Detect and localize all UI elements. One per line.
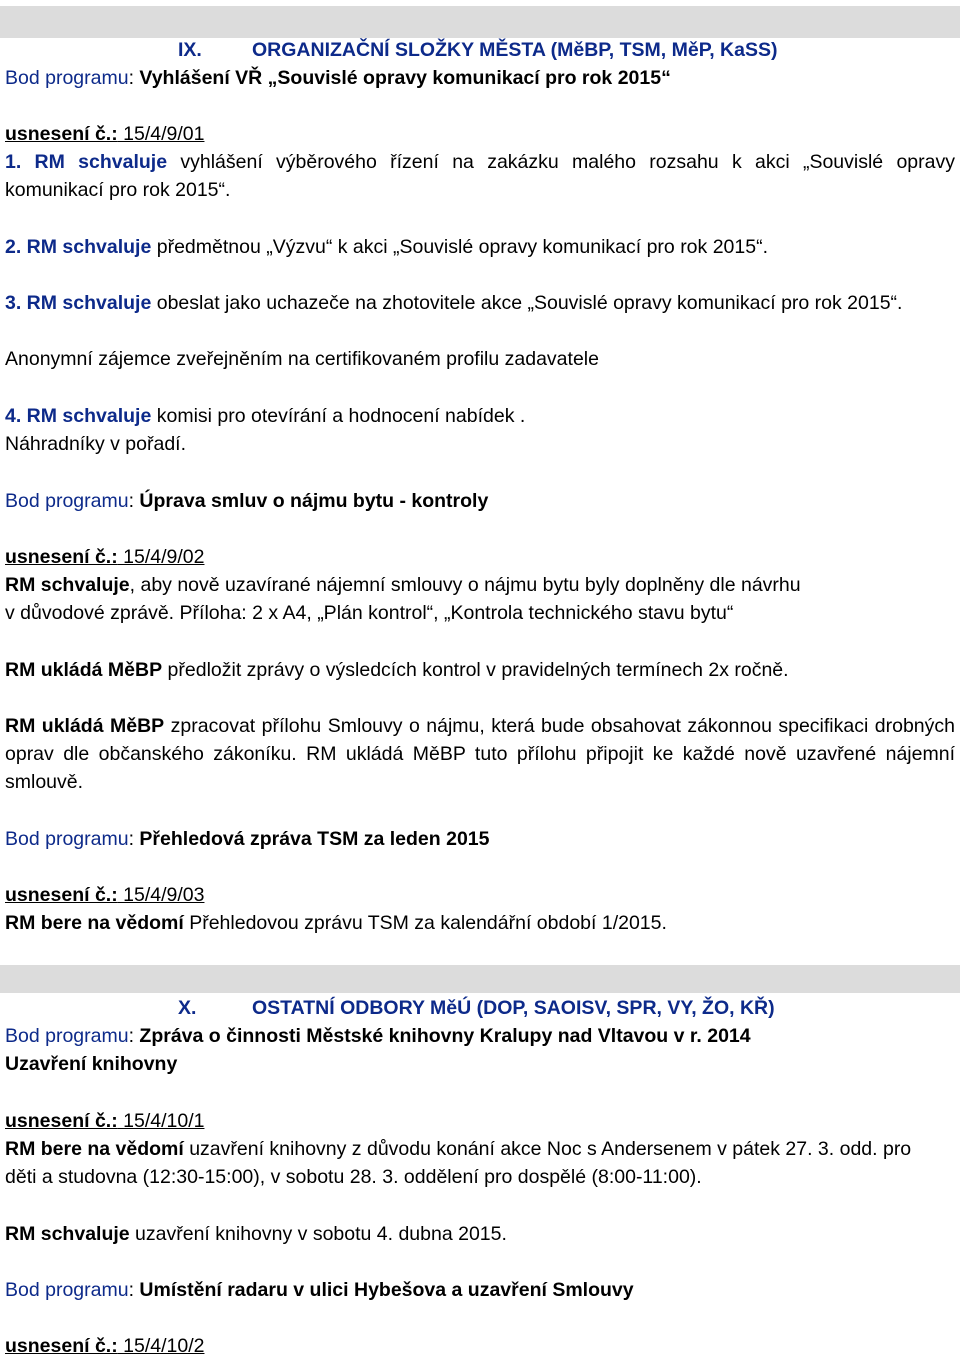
resolution-text: RM bere na vědomí Přehledovou zprávu TSM za kalendářní období 1/2015. [5, 912, 667, 934]
resolution-note: Anonymní zájemce zveřejněním na certifikovaném profilu zadavatele [5, 348, 599, 370]
resolution-point: 3. RM schvaluje obeslat jako uchazeče na zhotovitele akce „Souvislé opravy komunikací pro rok 2015“. [5, 292, 903, 314]
agenda-title: Vyhlášení VŘ „Souvislé opravy komunikací pro rok 2015“ [139, 67, 671, 89]
resolution-number: usnesení č.: 15/4/9/01 [5, 123, 205, 145]
section-title: OSTATNÍ ODBORY MěÚ (DOP, SAOISV, SPR, VY, ŽO, KŘ) [252, 997, 775, 1019]
resolution-number: usnesení č.: 15/4/10/2 [5, 1335, 205, 1357]
resolution-note: Náhradníky v pořadí. [5, 433, 187, 455]
agenda-item: Bod programu: Umístění radaru v ulici Hybešova a uzavření Smlouvy [5, 1279, 634, 1301]
agenda-title: Úprava smluv o nájmu bytu - kontroly [139, 490, 489, 512]
resolution-text: RM bere na vědomí uzavření knihovny z důvodu konání akce Noc s Andersenem v pátek 27. 3. odd. pro děti a studovna (12:30-15:00), v sobotu 28. 3. oddělení pro dospělé (8:00-11:00). [5, 1138, 912, 1188]
agenda-item: Bod programu: Přehledová zpráva TSM za leden 2015 [5, 828, 490, 850]
agenda-title: Umístění radaru v ulici Hybešova a uzavření Smlouvy [139, 1279, 634, 1301]
section-number: X. [178, 997, 197, 1019]
agenda-label: Bod programu [5, 1279, 129, 1301]
agenda-item: Bod programu: Vyhlášení VŘ „Souvislé opravy komunikací pro rok 2015“ [5, 67, 671, 89]
agenda-label: Bod programu [5, 828, 129, 850]
section-band [0, 965, 960, 993]
resolution-number: usnesení č.: 15/4/10/1 [5, 1110, 205, 1132]
resolution-point: 1. RM schvaluje vyhlášení výběrového řízení na zakázku malého rozsahu k akci „Souvislé opravy komunikací pro rok 2015“. [5, 151, 955, 201]
resolution-number: usnesení č.: 15/4/9/02 [5, 546, 205, 568]
section-band [0, 6, 960, 38]
agenda-item: Bod programu: Zpráva o činnosti Městské knihovny Kralupy nad Vltavou v r. 2014 [5, 1025, 751, 1047]
section-number: IX. [178, 39, 202, 61]
agenda-label: Bod programu [5, 67, 129, 89]
resolution-point: 4. RM schvaluje komisi pro otevírání a hodnocení nabídek . [5, 405, 526, 427]
resolution-text: RM ukládá MěBP zpracovat přílohu Smlouvy o nájmu, která bude obsahovat zákonnou specifikaci drobných oprav dle občanského zákoníku. RM ukládá MěBP tuto přílohu připojit ke každé nově uzavřené nájemní smlouvě. [5, 715, 955, 793]
agenda-label: Bod programu [5, 1025, 129, 1047]
resolution-text: v důvodové zprávě. Příloha: 2 x A4, „Plán kontrol“, „Kontrola technického stavu bytu“ [5, 602, 734, 624]
agenda-item: Bod programu: Úprava smluv o nájmu bytu - kontroly [5, 490, 489, 512]
resolution-text: RM ukládá MěBP předložit zprávy o výsledcích kontrol v pravidelných termínech 2x ročně. [5, 659, 789, 681]
agenda-title: Přehledová zpráva TSM za leden 2015 [139, 828, 490, 850]
resolution-text: RM schvaluje, aby nově uzavírané nájemní smlouvy o nájmu bytu byly doplněny dle návrhu [5, 574, 801, 596]
resolution-number: usnesení č.: 15/4/9/03 [5, 884, 205, 906]
resolution-point: 2. RM schvaluje předmětnou „Výzvu“ k akci „Souvislé opravy komunikací pro rok 2015“. [5, 236, 768, 258]
agenda-label: Bod programu [5, 490, 129, 512]
section-title: ORGANIZAČNÍ SLOŽKY MĚSTA (MěBP, TSM, MěP, KaSS) [252, 39, 778, 61]
resolution-text: RM schvaluje uzavření knihovny v sobotu 4. dubna 2015. [5, 1223, 507, 1245]
agenda-title-continued: Uzavření knihovny [5, 1053, 178, 1075]
agenda-title: Zpráva o činnosti Městské knihovny Kralupy nad Vltavou v r. 2014 [139, 1025, 751, 1047]
